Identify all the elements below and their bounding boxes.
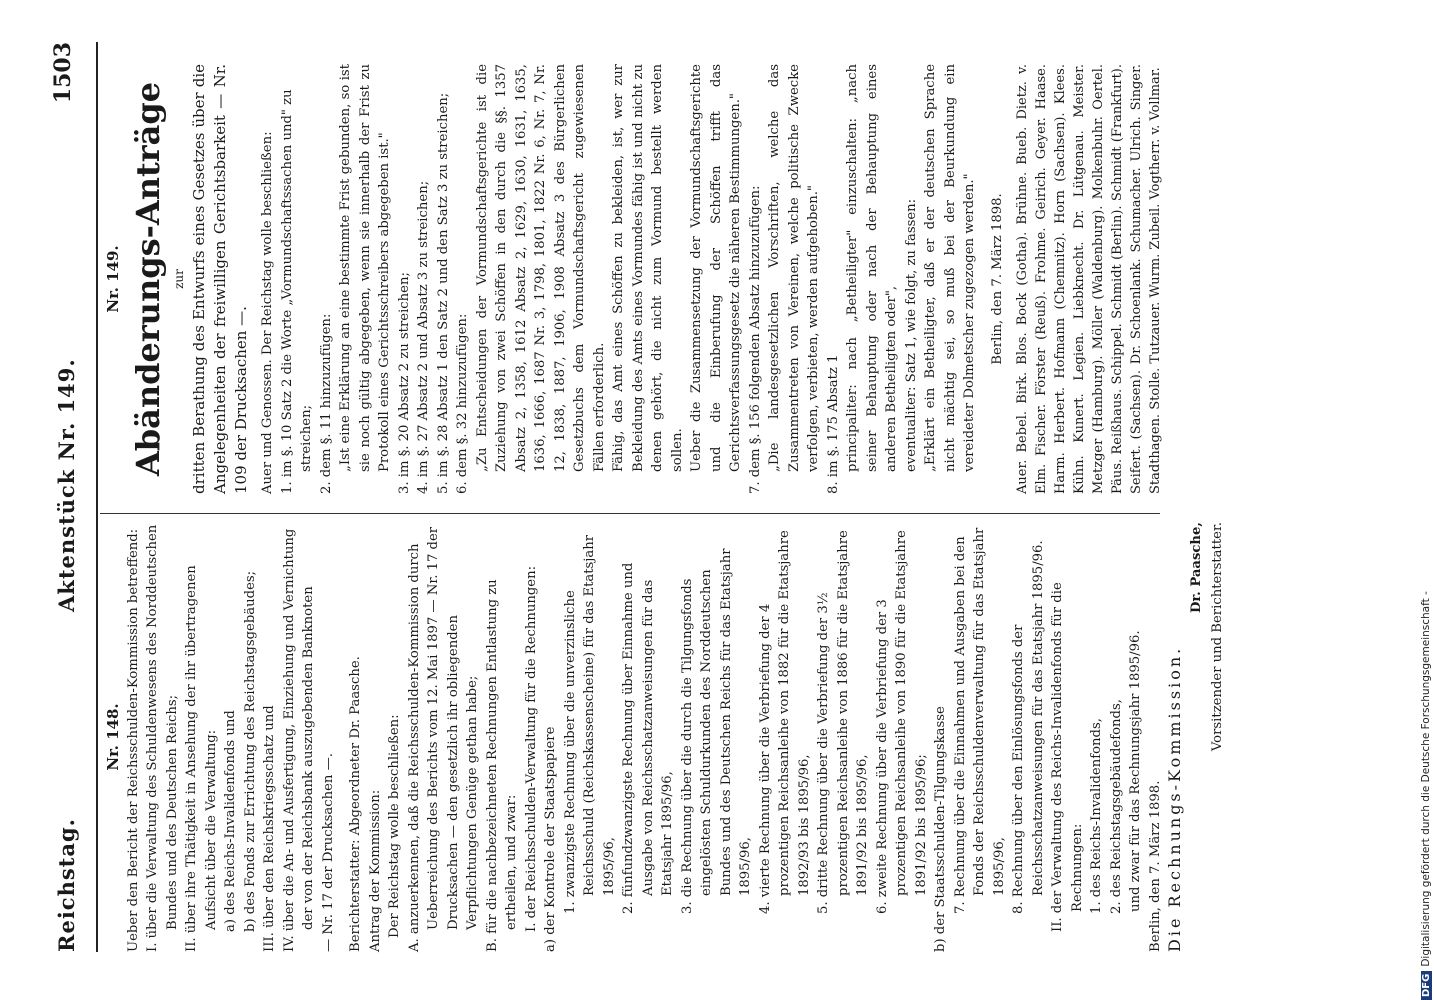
left-section-i: I. der Reichsschulden-Verwaltung für die Rechnungen: [523,565,539,932]
left-account: 2. fünfundzwanzigste Rechnung über Einnahme und Ausgabe von Reichsschatzanweisungen für das Etatsjahr 1895/96, [621,562,675,914]
header-rule [96,42,98,952]
right-quote: „Die landesgesetzlichen Vorschriften, welche das Zusammentreten von Vereinen, welche politische Zwecke verfolgen, verbieten, werden aufgehoben." [767,64,821,472]
left-sub-b: b) der Staatsschulden-Tilgungskasse [933,706,948,952]
commission-name: Die Rechnungs-Kommission. [1165,645,1184,952]
right-quote: „Erklärt ein Betheiligter, daß er der deutschen Sprache nicht mächtig sei, so muß bei der Beurkundung ein vereideter Dolmetscher zugezogen werden." [923,64,977,472]
left-account: 3. die Rechnung über die durch die Tilgungsfonds eingelösten Schuldurkunden des Norddeutschen Bundes und des Deutschen Reichs für das Etatsjahr 1895/96, [679,548,753,914]
left-account: 5. dritte Rechnung über die Verbriefung der 3½ prozentigen Reichsanleihe von 1886 für die Etatsjahre 1891/92 bis 1895/96, [816,530,870,914]
chair-role: Vorsitzender und Berichterstatter. [1210,522,1225,752]
right-title: Abänderungs-Anträge [128,81,167,477]
left-item: a) des Reichs-Invalidenfonds und [223,710,238,932]
dfg-logo-icon: DFG [1421,971,1432,1000]
right-item: 5. im §. 28 Absatz 1 den Satz 2 und den Satz 3 zu streichen; [435,92,451,494]
left-account: 6. zweite Rechnung über die Verbriefung der 3 prozentigen Reichsanleihe von 1890 für die Etatsjahre 1891/92 bis 1895/96; [874,530,929,914]
left-item: II. über ihre Thätigkeit in Ansehung der ihr übertragenen Aufsicht über die Verwaltung: [184,565,219,952]
left-point-a: A. anzuerkennen, daß die Reichsschulden-Kommission durch Ueberreichung des Berichts vom 12. Mai 1897 — Nr. 17 der Drucksachen — den gesetzlich ihr obliegenden Verpflichtungen Genüge gethan habe; [406,526,480,952]
right-quote: „Ist eine Erklärung an eine bestimmte Frist gebunden, so ist sie noch gültig abgegeben, wenn sie innerhalb der Frist zu Protokoll eines Gerichtsschreibers abgegeben ist." [338,64,392,472]
left-item: IV. über die An- und Ausfertigung, Einziehung und Vernichtung der von der Reichsbank auszugebenden Banknoten [281,528,316,952]
signatories: Auer. Bebel. Birk. Blos. Bock (Gotha). Brühne. Bueb. Dietz. v. Elm. Fischer. Förster (Reuß). Frohme. Geirich. Geyer. Haase. Harm. Herbert. Hofmann (Chemnitz). Horn (Sachsen). Klees. Kühn. Kunert. Legien. Liebknecht. Dr. Lütgenau. Meister. Metzger (Hamburg). Möller (Waldenburg). Molkenbuhr. Oertel. Päus. Reißhaus. Schippel. Schmidt (Berlin). Schmidt (Frankfurt). Seifert. (Sachsen). Dr. Schoenlank. Schumacher. Ulrich. Singer. Stadthagen. Stolle. Tutzauer. Wurm. Zubeil. Vogtherr. v. Vollmar. [1015,64,1163,494]
left-section-ii: II. der Verwaltung des Reichs-Invalidenfonds für die Rechnungen: [1050,582,1085,932]
left-account: 4. vierte Rechnung über die Verbriefung der 4 prozentigen Reichsanleihe von 1882 für die Etatsjahre 1892/93 bis 1895/96, [757,530,812,914]
left-title: Ueber den Bericht der Reichsschulden-Kommission betreffend: [125,528,141,952]
left-fund: 1. des Reichs-Invalidenfonds, [1089,718,1104,914]
page-number: 1503 [50,42,76,104]
right-item: 4. im §. 27 Absatz 2 und Absatz 3 zu streichen; [416,180,431,494]
left-item: — Nr. 17 der Drucksachen —. [320,753,336,952]
left-fund-tail: und zwar für das Rechnungsjahr 1895/96. [1128,630,1143,912]
right-item: 2. dem §. 11 hinzuzufügen: [318,313,334,494]
header-left: Reichstag. [54,818,79,952]
header-center: Aktenstück Nr. 149. [54,358,79,612]
left-date: Berlin, den 7. März 1898. [1147,780,1163,952]
left-item: b) des Fonds zur Errichtung des Reichstagsgebäudes; [242,570,258,932]
left-item: III. über den Reichskriegsschatz und [262,705,277,952]
left-point-b: B. für die nachbezeichneten Rechnungen Entlastung zu ertheilen, und zwar: [484,579,519,952]
right-item: 7. dem §. 156 folgenden Absatz hinzuzufügen: [747,185,763,494]
right-quote: „Zu Entscheidungen der Vormundschaftsgerichte ist die Zuziehung von zwei Schöffen in den durch die §§. 1357 Absatz 2, 1358, 1612 Absatz 2, 1629, 1630, 1631, 1635, 1636, 1666, 1687 Nr. 3, 1798, 1801, 1822 Nr. 6, Nr. 7, Nr. 12, 1838, 1887, 1906, 1908 Absatz 3 des Bürgerlichen Gesetzbuchs dem Vormundschaftsgericht zugewiesenen Fällen erforderlich. [474,64,607,472]
left-account: 7. Rechnung über die Einnahmen und Ausgaben bei den Fonds der Reichsschuldenverwaltung für das Etatsjahr 1895/96, [952,527,1007,914]
right-item: 3. im §. 20 Absatz 2 zu streichen; [396,272,412,494]
left-reporter: Berichterstatter: Abgeordneter Dr. Paasche. [348,656,363,952]
right-zur: zur [171,269,186,289]
running-header [40,42,96,952]
left-account: 8. Rechnung über den Einlösungsfonds der Reichsschatzanweisungen für das Etatsjahr 1895/96. [1011,540,1046,914]
right-quote: Ueber die Zusammensetzung der Vormundschaftsgerichte und die Einberufung der Schöffen trifft das Gerichtsverfassungsgesetz die näheren Bestimmungen." [689,64,743,472]
right-number: Nr. 149. [104,245,122,313]
left-fund: 2. des Reichstagsgebäudefonds, [1108,699,1124,914]
left-beschluss: Der Reichstag wolle beschließen: [387,714,402,938]
right-principal: principaliter: nach „Betheiligter" einzuschalten: „nach seiner Behauptung oder nach der Behauptung eines anderen Betheiligten oder", [845,64,899,472]
right-item: 8. im §. 175 Absatz 1 [825,354,841,494]
chair-name: Dr. Paasche, [1188,522,1204,614]
left-sub-a: a) der Kontrole der Staatspapiere [543,726,558,952]
right-date: Berlin, den 7. März 1898. [989,193,1005,365]
left-number: Nr. 148. [104,703,122,771]
right-column [100,64,1165,494]
right-item: 6. dem §. 32 hinzuzufügen: [455,313,470,494]
right-quote: Fähig, das Amt eines Schöffen zu bekleiden, ist, wer zur Bekleidung des Amts eines Vormundes fähig ist und nicht zu denen gehört, die nicht zum Vormund bestellt werden sollen. [611,64,685,472]
left-antrag: Antrag der Kommission: [367,789,383,952]
right-subtitle: dritten Berathung des Entwurfs eines Gesetzes über die Angelegenheiten der freiwilligen Gerichtsbarkeit — Nr. 109 der Drucksachen —. [190,64,250,494]
dfg-credit [1420,0,1434,1000]
left-account: 1. zwanzigste Rechnung über die unverzinsliche Reichsschuld (Reichskassenscheine) für das Etatsjahr 1895/96, [562,534,617,914]
right-item: 1. im §. 10 Satz 2 die Worte „Vormundschaftssachen und" zu streichen; [279,89,314,494]
left-item: I. über die Verwaltung des Schuldenwesens des Norddeutschen Bundes und des Deutschen Reichs; [145,524,180,952]
right-intro: Auer und Genossen. Der Reichstag wolle beschließen: [260,131,275,494]
left-column [100,522,1228,952]
right-eventual: eventualiter: Satz 1, wie folgt, zu fassen: [903,198,919,472]
credit-text: Digitalisierung gefördert durch die Deutsche Forschungsgemeinschaft - [1420,591,1432,967]
column-separator [100,513,1160,514]
